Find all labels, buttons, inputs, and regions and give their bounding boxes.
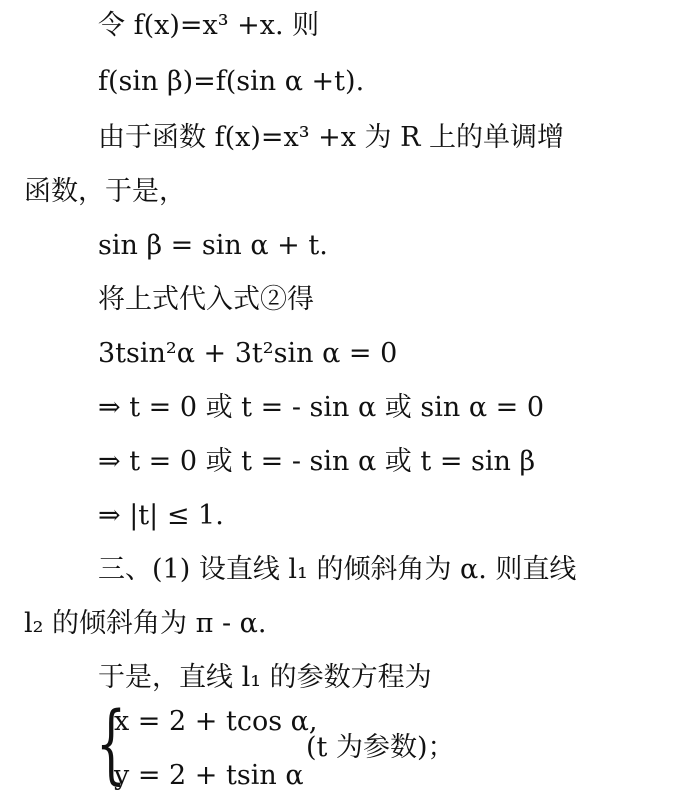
parameter-note: (t 为参数)；	[306, 732, 455, 763]
text-line-6: 将上式代入式②得	[98, 284, 314, 315]
left-brace-icon: {	[96, 694, 127, 794]
text-line-5: sin β = sin α + t.	[98, 230, 328, 261]
parametric-system	[96, 694, 656, 800]
text-line-2: f(sin β)=f(sin α +t).	[98, 66, 365, 97]
text-line-9: ⇒ t = 0 或 t = - sin α 或 t = sin β	[98, 446, 536, 477]
text-line-1: 令 f(x)=x³ +x. 则	[98, 10, 320, 41]
text-line-3: 由于函数 f(x)=x³ +x 为 R 上的单调增	[98, 122, 565, 153]
text-line-8: ⇒ t = 0 或 t = - sin α 或 sin α = 0	[98, 392, 545, 423]
text-line-7: 3tsin²α + 3t²sin α = 0	[98, 338, 398, 369]
system-equation-2: y = 2 + tsin α	[114, 760, 304, 791]
text-line-4: 函数，于是，	[24, 176, 186, 207]
text-line-12: l₂ 的倾斜角为 π - α.	[24, 608, 267, 639]
text-line-10: ⇒ |t| ≤ 1.	[98, 500, 224, 531]
text-line-13: 于是，直线 l₁ 的参数方程为	[98, 662, 432, 693]
system-equation-1: x = 2 + tcos α,	[114, 706, 318, 737]
text-line-11: 三、(1) 设直线 l₁ 的倾斜角为 α. 则直线	[98, 554, 577, 585]
